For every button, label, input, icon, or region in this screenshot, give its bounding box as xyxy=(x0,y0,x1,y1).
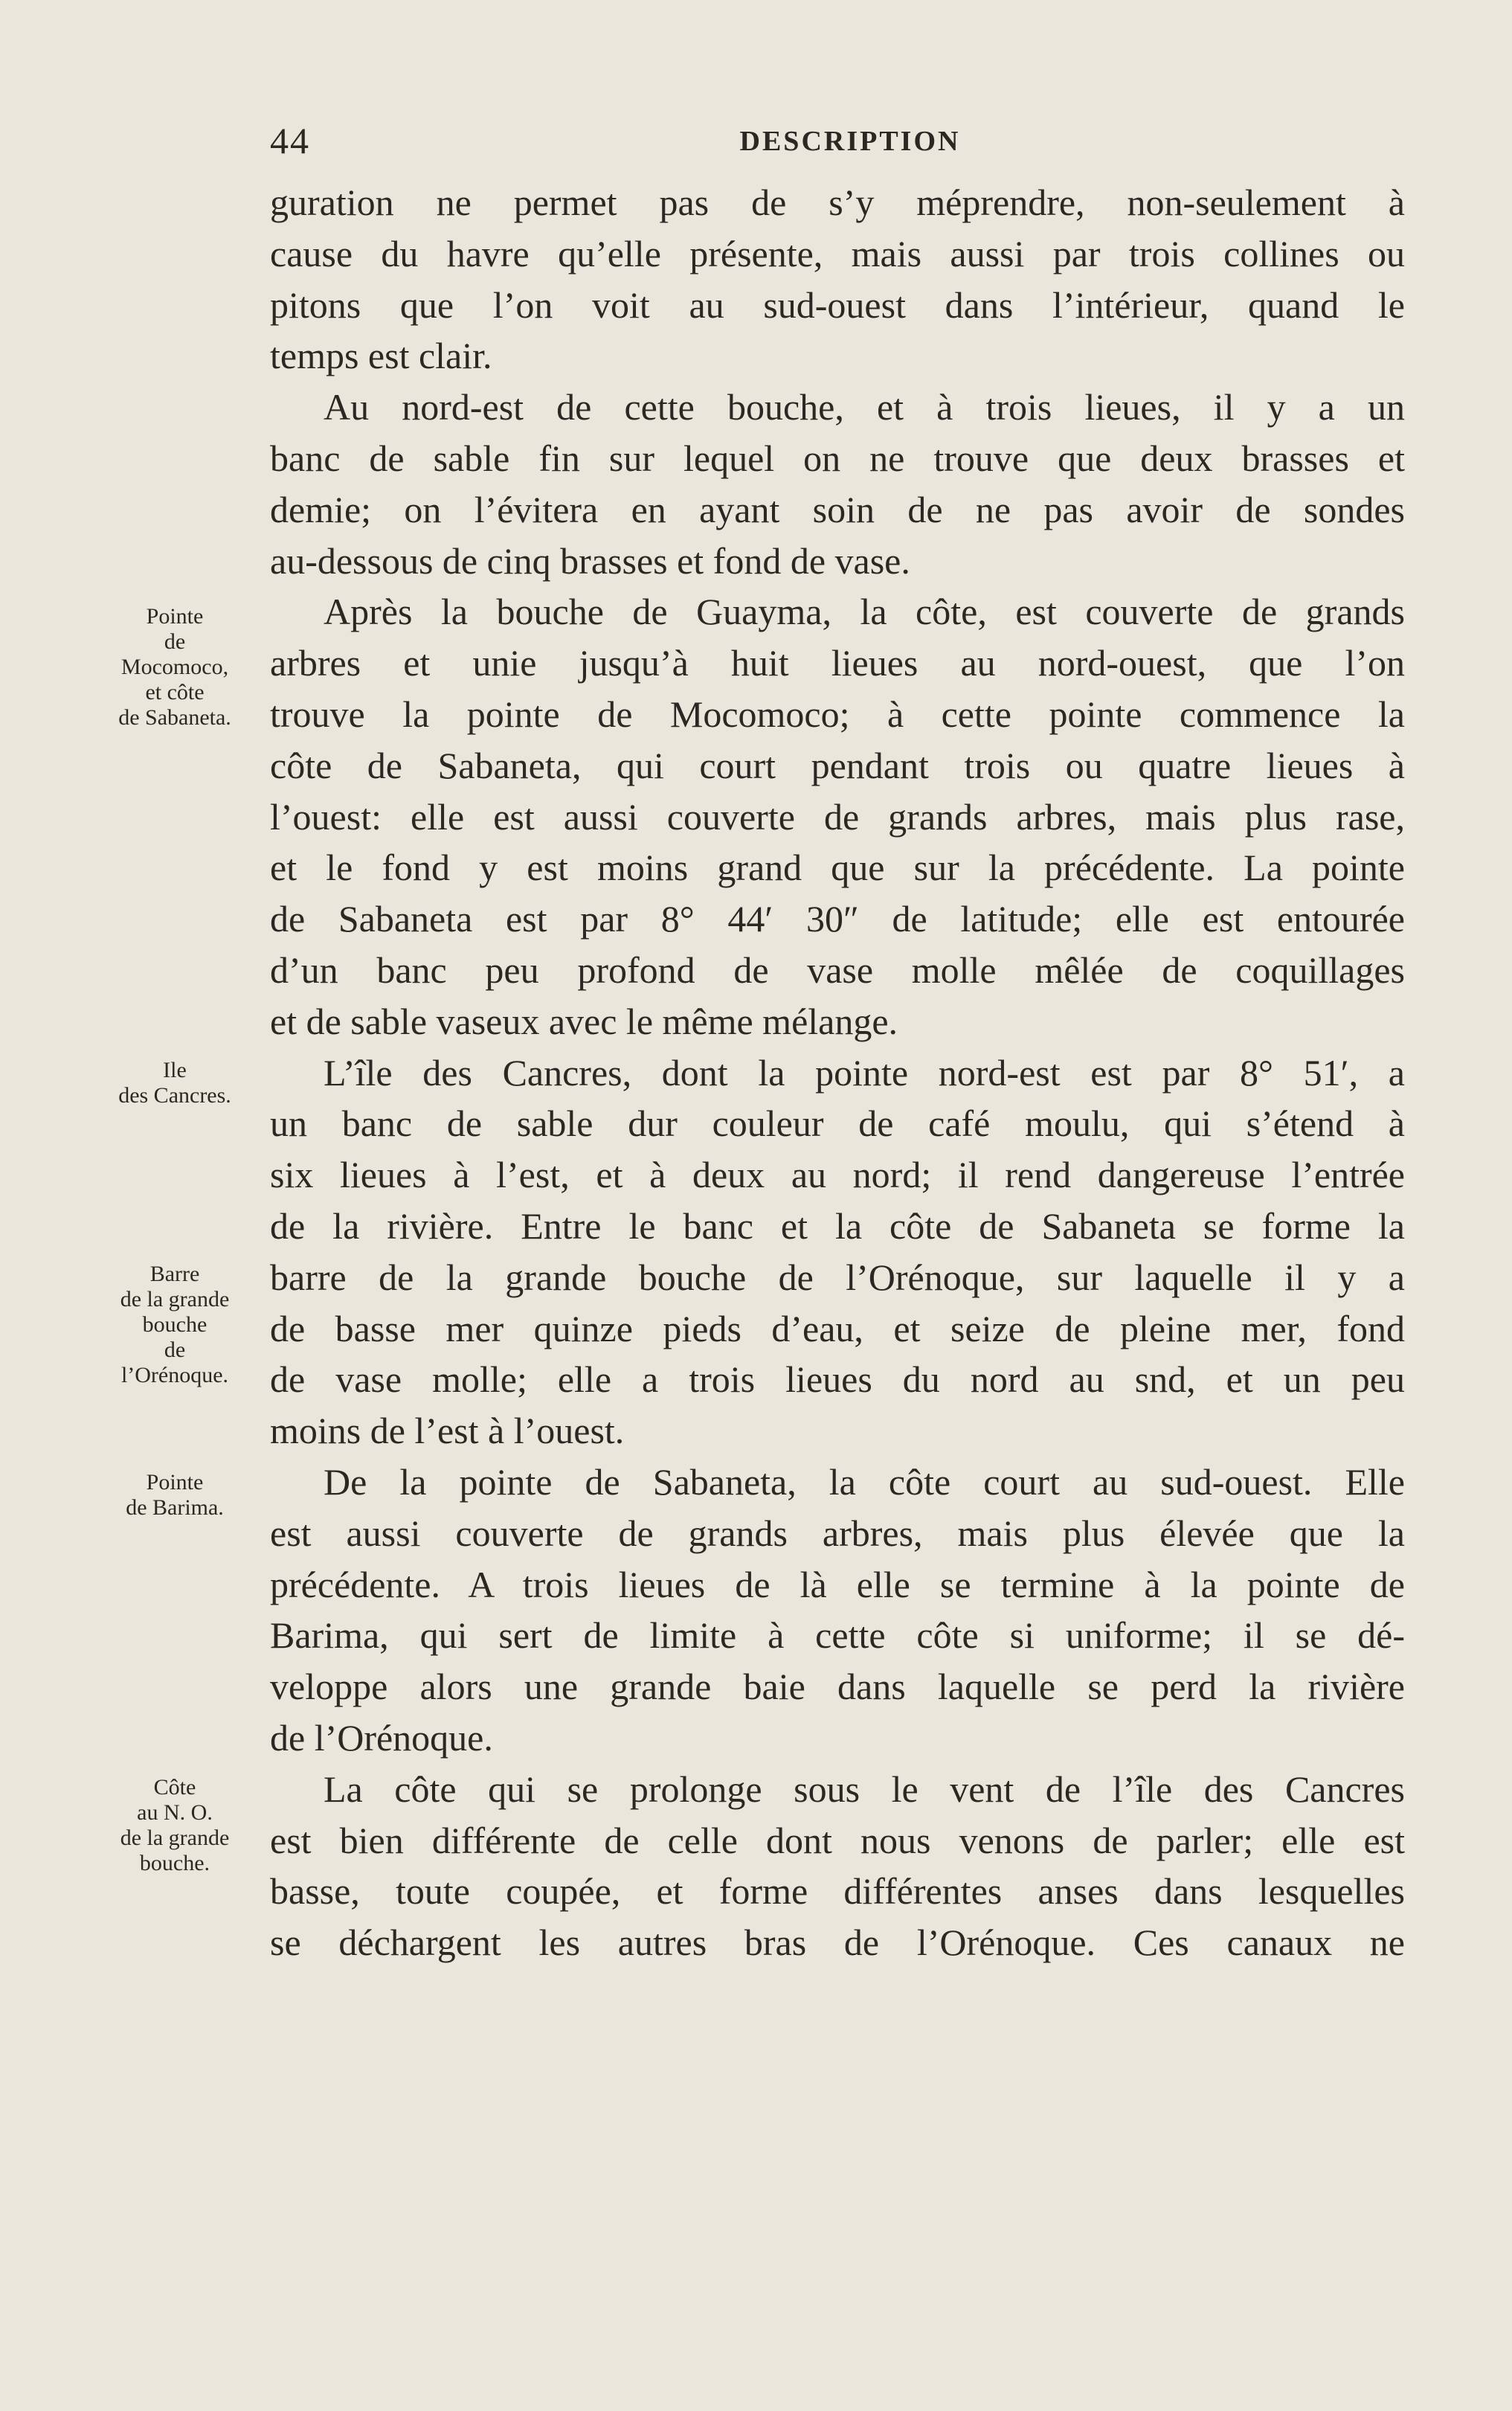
margin-note-cote xyxy=(82,1775,268,1876)
text-line: est aussi couverte de grands arbres, mais plus élevée que la xyxy=(270,1512,1405,1554)
text-line: temps est clair. xyxy=(270,335,492,377)
margin-note-line: Côte xyxy=(153,1775,196,1800)
page-header xyxy=(270,119,1430,171)
margin-note-line: de Barima. xyxy=(126,1495,224,1520)
margin-note-line: et côte xyxy=(145,680,205,704)
text-line: demie; on l’évitera en ayant soin de ne pas avoir de sondes xyxy=(270,488,1405,530)
text-line: Barima, qui sert de limite à cette côte si uniforme; il se dé- xyxy=(270,1614,1405,1657)
margin-note-line: de la grande xyxy=(120,1287,230,1312)
text-line: au-dessous de cinq brasses et fond de vase. xyxy=(270,539,910,582)
text-line: et de sable vaseux avec le même mélange. xyxy=(270,1000,898,1042)
text-line: barre de la grande bouche de l’Orénoque, sur laquelle il y a xyxy=(270,1256,1405,1298)
text-line: arbres et unie jusqu’à huit lieues au nord-ouest, que l’on xyxy=(270,642,1405,684)
margin-note-line: Mocomoco, xyxy=(120,655,229,679)
margin-note-line: bouche xyxy=(142,1312,208,1337)
margin-note-line: l’Orénoque. xyxy=(120,1363,229,1387)
text-line: l’ouest: elle est aussi couverte de grands arbres, mais plus rase, xyxy=(270,795,1405,838)
margin-note-line: bouche. xyxy=(139,1851,210,1875)
text-line: moins de l’est à l’ouest. xyxy=(270,1410,625,1452)
margin-note-line: de la grande xyxy=(120,1826,230,1850)
text-line: Au nord-est de cette bouche, et à trois lieues, il y a un xyxy=(324,386,1405,428)
margin-note-line: Ile xyxy=(163,1058,187,1082)
text-line: trouve la pointe de Mocomoco; à cette pointe commence la xyxy=(270,693,1405,735)
text-line: cause du havre qu’elle présente, mais aussi par trois collines ou xyxy=(270,232,1405,275)
margin-note-line: de Sabaneta. xyxy=(118,705,231,730)
text-line: banc de sable fin sur lequel on ne trouve que deux brasses et xyxy=(270,437,1405,479)
running-title: DESCRIPTION xyxy=(739,126,961,157)
margin-note-line: de xyxy=(164,629,186,654)
text-line: pitons que l’on voit au sud-ouest dans l’intérieur, quand le xyxy=(270,283,1405,326)
page-number: 44 xyxy=(270,120,310,161)
margin-note-barre xyxy=(82,1262,268,1388)
text-line: La côte qui se prolonge sous le vent de l’île des Cancres xyxy=(324,1768,1405,1810)
text-line: six lieues à l’est, et à deux au nord; il rend dangereuse l’entrée xyxy=(270,1154,1405,1196)
margin-note-line: des Cancres. xyxy=(118,1083,231,1108)
text-line: un banc de sable dur couleur de café moulu, qui s’étend à xyxy=(270,1102,1405,1145)
text-line: basse, toute coupée, et forme différentes anses dans lesquelles xyxy=(270,1870,1405,1913)
margin-note-barima xyxy=(82,1470,268,1521)
text-line: de vase molle; elle a trois lieues du nord au snd, et un peu xyxy=(270,1358,1405,1401)
text-line: se déchargent les autres bras de l’Orénoque. Ces canaux ne xyxy=(270,1922,1405,1964)
body-text xyxy=(270,177,1405,1968)
text-line: de basse mer quinze pieds d’eau, et seize de pleine mer, fond xyxy=(270,1307,1405,1349)
margin-note-line: Pointe xyxy=(146,604,204,629)
margin-note-cancres xyxy=(82,1058,268,1108)
text-line: est bien différente de celle dont nous venons de parler; elle est xyxy=(270,1819,1405,1861)
text-line: L’île des Cancres, dont la pointe nord-est est par 8° 51′, a xyxy=(324,1051,1405,1094)
margin-note-line: au N. O. xyxy=(137,1800,213,1825)
margin-note-line: Barre xyxy=(149,1262,200,1286)
margin-note-line: de xyxy=(164,1338,186,1362)
text-line: de la rivière. Entre le banc et la côte de Sabaneta se forme la xyxy=(270,1204,1405,1247)
text-line: précédente. A trois lieues de là elle se termine à la pointe de xyxy=(270,1563,1405,1605)
text-line: guration ne permet pas de s’y méprendre, non-seulement à xyxy=(270,182,1405,223)
text-line: côte de Sabaneta, qui court pendant trois ou quatre lieues à xyxy=(270,744,1405,786)
text-line: Après la bouche de Guayma, la côte, est couverte de grands xyxy=(324,591,1405,633)
text-line: et le fond y est moins grand que sur la précédente. La pointe xyxy=(270,847,1405,889)
text-line: de Sabaneta est par 8° 44′ 30″ de latitude; elle est entourée xyxy=(270,898,1405,940)
margin-note-mocomoco xyxy=(82,604,268,731)
margin-note-line: Pointe xyxy=(146,1470,204,1495)
text-line: De la pointe de Sabaneta, la côte court au sud-ouest. Elle xyxy=(324,1460,1405,1503)
text-line: de l’Orénoque. xyxy=(270,1716,493,1759)
text-line: d’un banc peu profond de vase molle mêlée de coquillages xyxy=(270,948,1405,991)
text-line: veloppe alors une grande baie dans laquelle se perd la rivière xyxy=(270,1666,1405,1708)
